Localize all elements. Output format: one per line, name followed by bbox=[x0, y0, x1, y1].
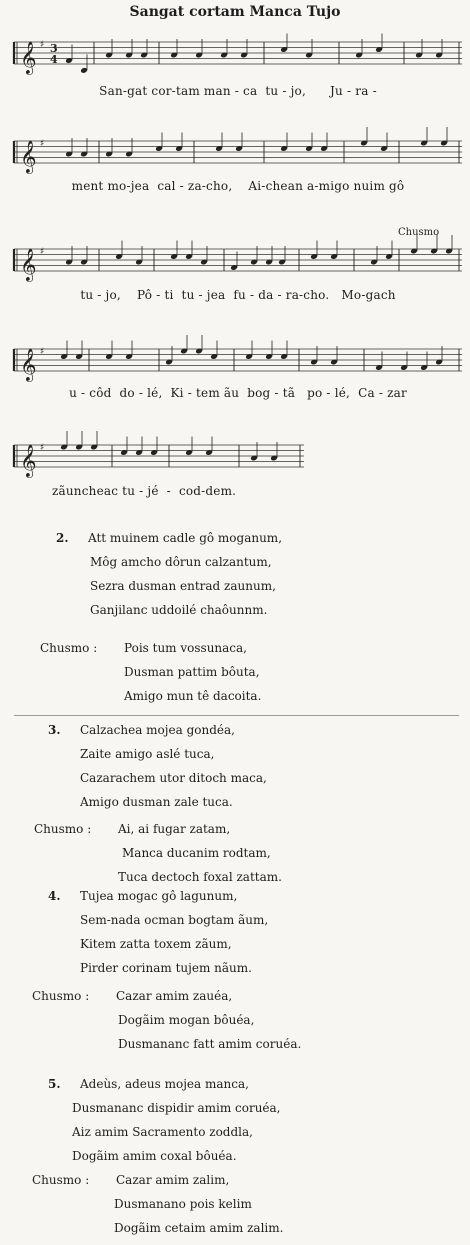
staff-2 bbox=[14, 133, 462, 183]
verse-line: Tujea mogac gô lagunum, bbox=[80, 889, 238, 903]
song-title: Sangat cortam Manca Tujo bbox=[129, 4, 341, 20]
staff-5 bbox=[14, 437, 304, 487]
verse-line: Aiz amim Sacramento zoddla, bbox=[72, 1125, 253, 1139]
verse-4 bbox=[48, 884, 458, 980]
verse-number: 5. bbox=[48, 1077, 61, 1091]
chorus-line: Amigo mun tê dacoita. bbox=[124, 689, 262, 703]
verse-3 bbox=[48, 718, 458, 814]
verse-line: Amigo dusman zale tuca. bbox=[80, 795, 233, 809]
chorus-label: Chusmo : bbox=[32, 1173, 90, 1187]
verse-line: Kitem zatta toxem zãum, bbox=[80, 937, 232, 951]
verse-line: Dogãim amim coxal bôuéa. bbox=[72, 1149, 237, 1163]
sharp-icon: ♯ bbox=[40, 347, 45, 357]
chorus-line: Cazar amim zalim, bbox=[116, 1173, 230, 1187]
section-divider bbox=[14, 715, 459, 716]
chorus-mark: Chusmo bbox=[398, 227, 440, 238]
verse-line: Adeùs, adeus mojea manca, bbox=[80, 1077, 249, 1091]
music-system-1 bbox=[14, 34, 462, 104]
music-system-5 bbox=[14, 437, 304, 507]
music-system-2 bbox=[14, 133, 462, 203]
verse-line: Môg amcho dôrun calzantum, bbox=[90, 555, 272, 569]
lyric-line-5: zãuncheac tu - jé - cod-dem. bbox=[52, 484, 237, 498]
verse-5 bbox=[48, 1072, 458, 1168]
verse-line: Zaite amigo aslé tuca, bbox=[80, 747, 215, 761]
staff-1 bbox=[14, 34, 462, 84]
verse-line: Calzachea mojea gondéa, bbox=[80, 723, 235, 737]
verse-line: Pirder corinam tujem nãum. bbox=[80, 961, 252, 975]
chorus-label: Chusmo : bbox=[34, 822, 92, 836]
treble-clef-icon: 𝄞 bbox=[20, 248, 37, 281]
verse-line: Dusmananc dispidir amim coruéa, bbox=[72, 1101, 281, 1115]
verse-line: Cazarachem utor ditoch maca, bbox=[80, 771, 267, 785]
chorus-line: Dusmanano pois kelim bbox=[114, 1197, 252, 1211]
chorus-line: Pois tum vossunaca, bbox=[124, 641, 247, 655]
verse-number: 2. bbox=[56, 531, 69, 545]
lyric-line-4: u - côd do - lé, Ki - tem ãu bog - tã po - lé, Ca - zar bbox=[69, 386, 407, 400]
treble-clef-icon: 𝄞 bbox=[20, 348, 37, 381]
treble-clef-icon: 𝄞 bbox=[20, 140, 37, 173]
chorus-line: Dogãim cetaim amim zalim. bbox=[114, 1221, 284, 1235]
chorus-line: Dogãim mogan bôuéa, bbox=[118, 1013, 255, 1027]
sharp-icon: ♯ bbox=[40, 443, 45, 453]
chorus-5 bbox=[32, 1168, 462, 1240]
time-signature-bottom: 4 bbox=[50, 53, 58, 66]
staff-4 bbox=[14, 341, 462, 391]
chorus-line: Dusmananc fatt amim coruéa. bbox=[118, 1037, 302, 1051]
lyric-line-1: San-gat cor-tam man - ca tu - jo, Ju - ra - bbox=[99, 84, 377, 98]
chorus-4 bbox=[32, 984, 462, 1056]
chorus-2 bbox=[40, 636, 460, 708]
chorus-3 bbox=[34, 817, 454, 889]
chorus-label: Chusmo : bbox=[32, 989, 90, 1003]
lyric-line-3: tu - jo, Pô - ti tu - jea fu - da - ra-cho. Mo-gach bbox=[80, 288, 396, 302]
verse-line: Sezra dusman entrad zaunum, bbox=[90, 579, 276, 593]
lyric-line-2: ment mo-jea cal - za-cho, Ai-chean a-migo nuim gô bbox=[71, 179, 405, 193]
music-system-4 bbox=[14, 341, 462, 411]
chorus-line: Tuca dectoch foxal zattam. bbox=[118, 870, 282, 884]
verse-2 bbox=[56, 526, 456, 622]
sharp-icon: ♯ bbox=[40, 40, 45, 50]
chorus-line: Dusman pattim bôuta, bbox=[124, 665, 260, 679]
treble-clef-icon: 𝄞 bbox=[20, 41, 37, 74]
treble-clef-icon: 𝄞 bbox=[20, 444, 37, 477]
verse-line: Sem-nada ocman bogtam ãum, bbox=[80, 913, 269, 927]
chorus-line: Ai, ai fugar zatam, bbox=[118, 822, 231, 836]
verse-line: Ganjilanc uddoilé chaôunnm. bbox=[90, 603, 268, 617]
chorus-label: Chusmo : bbox=[40, 641, 98, 655]
staff-3 bbox=[14, 241, 462, 291]
chorus-line: Manca ducanim rodtam, bbox=[122, 846, 271, 860]
sharp-icon: ♯ bbox=[40, 139, 45, 149]
verse-number: 3. bbox=[48, 723, 61, 737]
time-signature-top: 3 bbox=[50, 42, 58, 55]
verse-number: 4. bbox=[48, 889, 61, 903]
music-system-3 bbox=[14, 241, 462, 311]
chorus-line: Cazar amim zauéa, bbox=[116, 989, 233, 1003]
sharp-icon: ♯ bbox=[40, 247, 45, 257]
verse-line: Att muinem cadle gô moganum, bbox=[88, 531, 283, 545]
